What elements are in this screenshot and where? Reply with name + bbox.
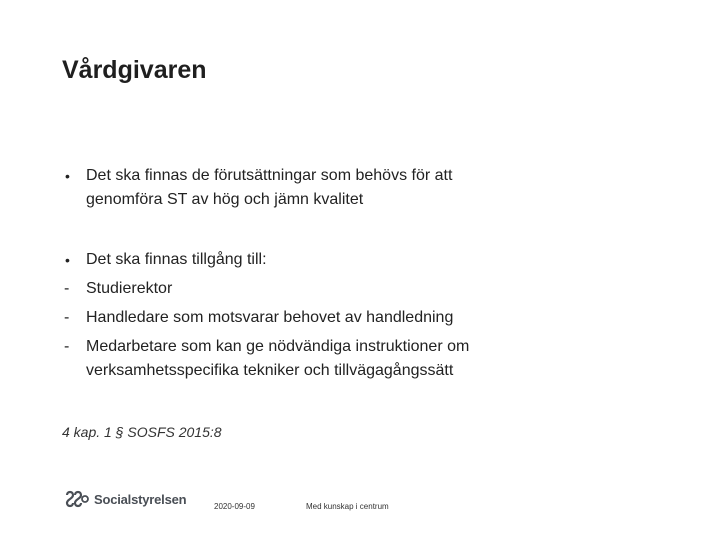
- list-item-text-line: Det ska finnas de förutsättningar som behövs för att: [86, 167, 453, 184]
- socialstyrelsen-emblem-icon: [64, 488, 90, 510]
- list-item: [62, 306, 682, 330]
- list-item-text-line: Medarbetare som kan ge nödvändiga instruktioner om: [86, 338, 470, 355]
- page-title: Vårdgivaren: [62, 56, 207, 84]
- footer-date: 2020-09-09: [214, 502, 255, 511]
- list-item-text-line: verksamhetsspecifika tekniker och tillvägagångssätt: [86, 362, 454, 379]
- list-item: [62, 164, 682, 212]
- list-item-text: Det ska finnas tillgång till:: [86, 251, 267, 268]
- dash-marker: -: [64, 309, 70, 326]
- bullet-marker: •: [65, 168, 70, 184]
- dash-marker: -: [64, 338, 70, 355]
- footer-tagline: Med kunskap i centrum: [306, 502, 389, 511]
- logo: [64, 488, 186, 510]
- list-item-text: Handledare som motsvarar behovet av handledning: [86, 309, 454, 326]
- list-item-text-line: genomföra ST av hög och jämn kvalitet: [86, 191, 364, 208]
- source-reference: 4 kap. 1 § SOSFS 2015:8: [62, 424, 222, 440]
- list-item: [62, 277, 682, 301]
- content-list: [62, 164, 682, 383]
- footer: [0, 480, 720, 520]
- list-item-text: Studierektor: [86, 280, 173, 297]
- list-item: [62, 248, 682, 272]
- logo-text: Socialstyrelsen: [94, 491, 187, 507]
- bullet-marker: •: [65, 252, 70, 268]
- list-item: [62, 335, 682, 383]
- dash-marker: -: [64, 280, 70, 297]
